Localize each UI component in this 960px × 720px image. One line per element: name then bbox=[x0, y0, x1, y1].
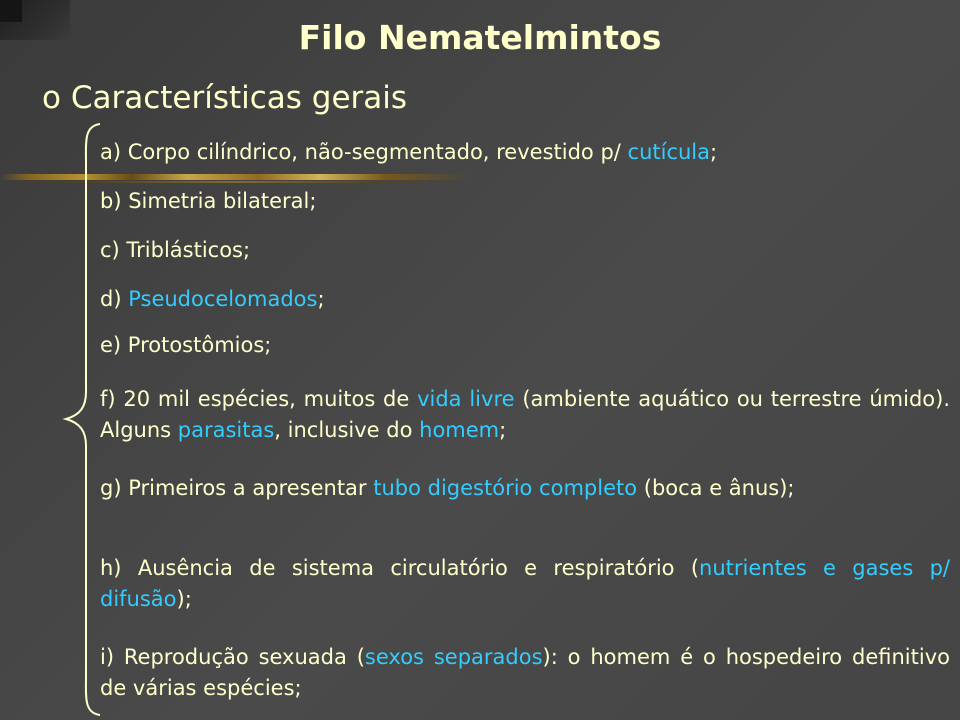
list-item-e: e) Protostômios; bbox=[100, 333, 272, 357]
list-item-i: i) Reprodução sexuada (sexos separados): o homem é o hospedeiro definitivo de várias espécies; bbox=[100, 645, 950, 700]
list-item-b: b) Simetria bilateral; bbox=[100, 189, 317, 213]
slide-title: Filo Nematelmintos bbox=[298, 18, 662, 57]
slide-subtitle: o Características gerais bbox=[42, 80, 408, 116]
list-item-f: f) 20 mil espécies, muitos de vida livre (ambiente aquático ou terrestre úmido). Alguns parasitas, inclusive do homem; bbox=[100, 387, 950, 442]
list-item-h: h) Ausência de sistema circulatório e respiratório (nutrientes e gases p/ difusão); bbox=[100, 556, 950, 611]
list-item-a: a) Corpo cilíndrico, não-segmentado, revestido p/ cutícula; bbox=[100, 140, 718, 164]
curly-brace-icon bbox=[60, 122, 104, 717]
list-item-c: c) Triblásticos; bbox=[100, 238, 251, 262]
list-item-g: g) Primeiros a apresentar tubo digestório completo (boca e ânus); bbox=[100, 476, 795, 500]
list-item-d: d) Pseudocelomados; bbox=[100, 287, 325, 311]
